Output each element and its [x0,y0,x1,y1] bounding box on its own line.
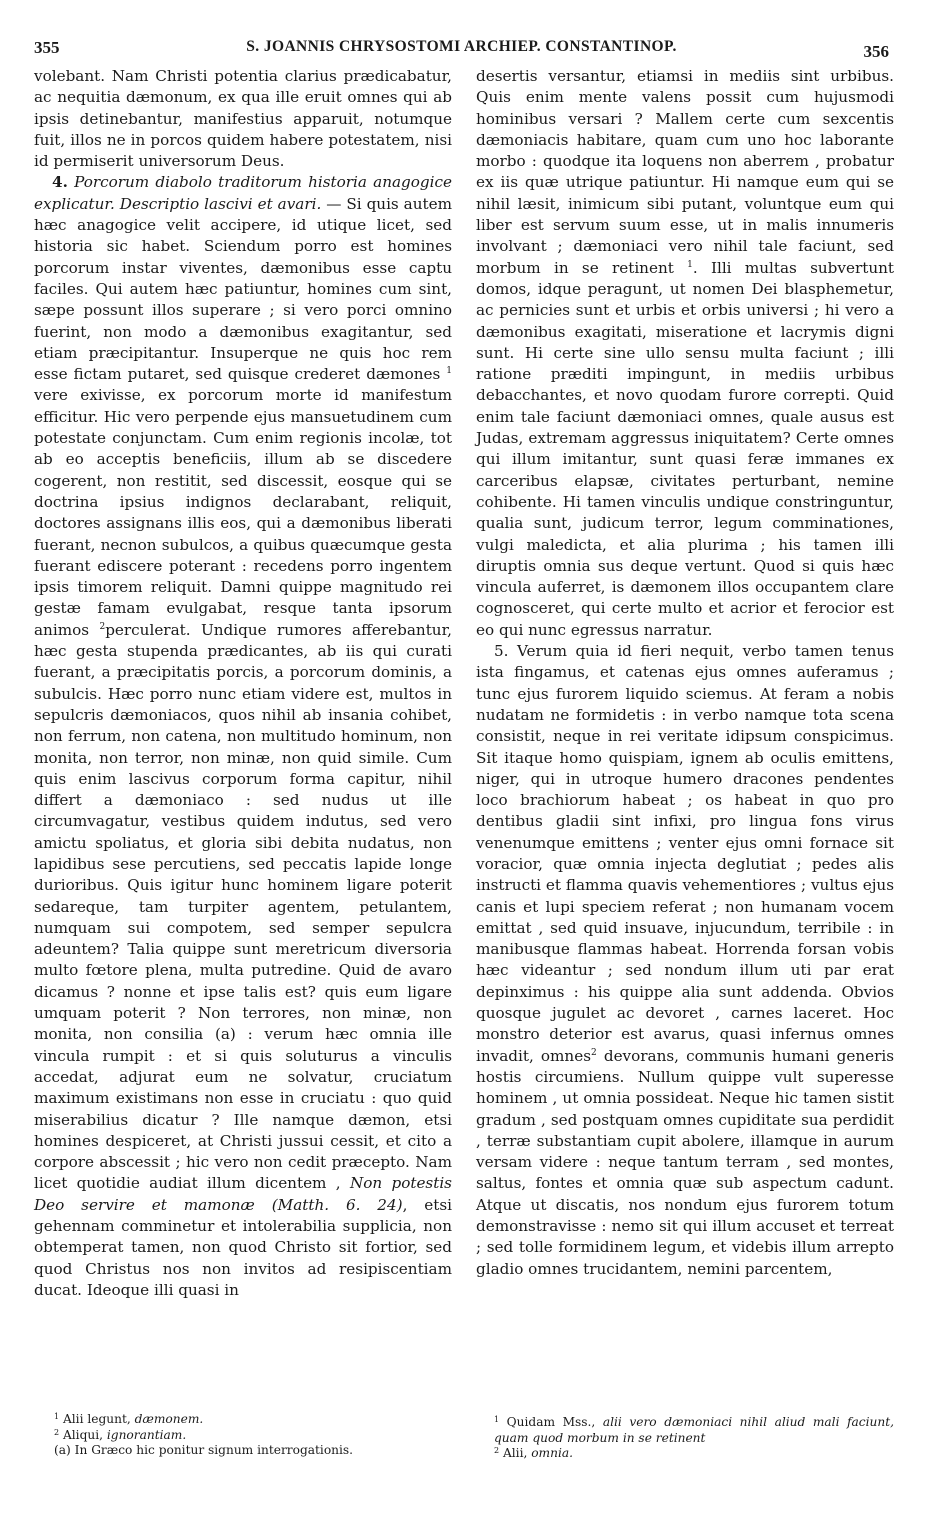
footnote-variant: ignorantiam. [106,1427,187,1442]
footnote-mark: (a) [54,1443,71,1457]
paragraph-text: vere exivisse, ex porcorum morte id manifestum efficitur. Hic vero perpende ejus mansuetudinem cum potestate conjunctam. Cum enim regionis incolæ, tot ab eo acceptis beneficiis, illum ab se discedere cogerent, non restitit, sed discessit, eosque qui se doctrina ipsius indignos declarabant, reliquit, doctores assignans illis eos, qui a dæmonibus liberati fuerant, necnon subulcos, a quibus quæcumque gesta fuerant ediscere poterant : recedens porro ingentem ipsis timorem reliquit. Damni quippe magnitudo rei gestæ famam evulgabat, resque tanta ipsorum animos [34,386,452,639]
quotation: Non potestis Deo servire et mamonæ [34,1174,452,1214]
section-number: 4. [52,173,68,192]
footnote-marker: 2 [99,621,106,632]
paragraph-text: : verum hæc omnia ille vincula rumpit : et si quis soluturus a vinculis accedat, adjurat eum ne solvatur, cruciatum maximum existimans non esse in cruciatu : quo quid miserabilius dicatur ? Ille namque dæmon, etsi homines despiceret, at Christi jussui cessit, et cito a corpore abscessit ; hic vero non cedit præcepto. Nam licet quotidie audiat illum dicentem , [34,1025,452,1193]
running-head [34,38,889,62]
footnote-text: In Græco hic ponitur signum interrogationis. [74,1443,354,1457]
paragraph-continued [34,66,452,172]
paragraph-text: devorans, communis humani generis hostis circumiens. Nullum quippe vult superesse hominem , ut omnia possideat. Neque hic tamen sistit gradum , sed postquam omnes cupiditate sua perdidit , terræ substantiam cupit abolere, illamque in aurum versam videre : neque tantum terram , sed montes, saltus, fontes et omnia quæ sub aspectum cadunt. Atque ut discatis, nos nondum ejus furorem totum demonstravisse : nemo sit qui illum accuset et terreat ; sed tolle formidinem legum, et videbis illum arrepto gladio omnes trucidantem, nemini parcentem, [476,1046,894,1278]
footnote-marker: (a) [214,1025,236,1044]
footnotes-right [494,1415,894,1462]
page-number-right: 356 [863,42,889,61]
paragraph-text: desertis versantur, etiamsi in mediis sint urbibus. Quis enim mente valens possit cum hujusmodi hominibus versari ? Mallem certe cum sexcentis dæmoniacis habitare, quam cum uno hoc laborante morbo : quodque ita loquens non aberrem , probatur ex iis quæ utrique patiuntur. Hi namque eum qui se nihil læsit, inimicum sibi putant, voluntque eum qui liber est servum suum esse, ut in malis innumeris involvant ; dæmoniaci vero nihil tale faciunt, sed morbum in se retinent [476,67,894,277]
footnote-variant: dæmonem. [134,1412,204,1426]
footnote [494,1415,894,1446]
section-number: 5. [494,642,509,661]
footnote-mark: 2 [54,1427,60,1437]
footnote-text: Alii, [502,1446,528,1460]
footnote-text: Aliqui, [62,1427,103,1442]
paragraph-text: — Si quis autem hæc anagogice velit accipere, id utique licet, sed historia sic habet. Sciendum porro est homines porcorum instar viventes, dæmonibus esse captu faciles. Qui autem hæc patiuntur, homines cum sint, sæpe possunt illos superare ; si vero porci omnino fuerint, non modo a dæmonibus exagitantur, sed etiam præcipitantur. Insuperque ne quis hoc rem esse fictam putaret, sed quisque crederet dæmones [34,194,453,384]
footnote [54,1428,454,1444]
footnote [494,1446,894,1462]
paragraph-text: . Illi multas subvertunt domos, idque peragunt, ut nomen Dei blasphemetur, ac pernicies sunt et urbis et orbis universi ; hi vero a dæmonibus exagitati, miseratione et lacrymis digni sunt. Hi certe sine ullo sensu multa faciunt ; illi ratione præditi impingunt, in mediis urbibus debacchantes, et novo quodam furore correpti. Quid enim tale faciunt dæmoniaci omnes, quale ausus est Judas, extremam aggressus iniquitatem? Certe omnes qui illum imitantur, sunt quasi feræ immanes ex carceribus elapsæ, civitates perturbant, nemine cohibente. Hi tamen vinculis undique constringuntur, qualia sunt, judicum terror, legum comminationes, vulgi maledicta, et alia plurima ; his tamen illi diruptis omnia sus deque vertunt. Quod si quis hæc vincula auferret, is dæmonem illos occupantem clare cognosceret, qui certe multo et acrior et ferocior est eo qui nunc egressus narratur. [476,258,894,639]
footnote-text: Alii legunt, [62,1412,131,1426]
footnote-marker: 1 [446,366,453,377]
right-column [476,66,894,1280]
footnote-mark: 2 [494,1446,500,1455]
scripture-reference: (Matth. 6. 24) [271,1195,403,1214]
footnotes-left [54,1412,454,1459]
footnote [54,1412,454,1428]
section-heading: Porcorum diabolo traditorum historia anagogice explicatur. Descriptio lascivi et avari. [34,173,452,213]
paragraph-continued [476,66,894,641]
page-number-left: 355 [34,38,60,57]
paragraph-text: Verum quia id fieri nequit, verbo tamen tenus ista fingamus, et catenas ejus omnes auferamus ; tunc ejus furorem liquido sciemus. At feram a nobis nudatam ne formidetis : in verbo namque tota scena consistit, neque in rei veritate idipsum conspicimus. Sit itaque homo quispiam, ignem ab oculis emittens, niger, qui in utroque humero dracones pendentes loco brachiorum habeat ; os habeat in quo pro dentibus gladii sint infixi, pro lingua fons virus venenumque emittens ; venter ejus omni fornace sit voracior, quæ omnia injecta deglutiat ; pedes alis instructi et flamma quavis vehementiores ; vultus ejus canis et lupi speciem referat ; non humanam vocem emittat , sed quid insuave, injucundum, terribile : in manibusque flammas habeat. Horrenda forsan vobis hæc videantur ; sed nondum illum uti par erat depinximus : his quippe alia sunt addenda. Obvios quosque jugulet ac devoret , carnes laceret. Hoc monstro deterior est avarus, quasi infernus omnes invadit, omnes [476,642,894,1065]
paragraph-text: volebant. Nam Christi potentia clarius prædicabatur, ac nequitia dæmonum, ex qua ille eruit omnes qui ab ipsis detinebantur, manifestius apparuit, notumque fuit, illos ne in porcos quidem habere potestatem, nisi id permiserit universorum Deus. [34,67,452,171]
footnote-marker: 2 [591,1047,597,1058]
footnote [54,1443,454,1459]
footnote-variant: alii vero dæmoniaci nihil aliud mali faciunt, quam quod morbum in se retinent [494,1415,894,1445]
paragraph-5 [476,641,894,1280]
paragraph-text: perculerat. Undique rumores afferebantur, hæc gesta stupenda prædicantes, ab iis qui curati fuerant, a præcipitatis porcis, a porcorum dominis, a subulcis. Hæc porro nunc etiam videre est, multos in sepulcris dæmoniacos, quos nihil ab insania cohibet, non ferrum, non catena, non multitudo hominum, non monita, non terror, non minæ, non quid simile. Cum quis enim lascivus corporum forma capitur, nihil differt a dæmoniaco : sed nudus ut ille circumvagatur, vestibus quidem indutus, sed vero amictu spoliatus, et gloria sibi debita nudatus, non lapidibus sese percutiens, sed peccatis lapide longe durioribus. Quis igitur hunc hominem ligare poterit sedareque, tam turpiter agentem, petulantem, numquam sui compotem, sed semper sepulcra adeuntem? Talia quippe sunt meretricum diversoria multo fœtore plena, multa putredine. Quid de avaro dicamus ? nonne et ipse talis est? quis eum ligare umquam poterit ? Non terrores, non minæ, non monita, non consilia [34,620,453,1044]
footnote-mark: 1 [54,1412,60,1421]
left-column [34,66,452,1301]
paragraph-4 [34,172,452,1301]
footnote-mark: 1 [494,1415,500,1424]
footnote-text: Quidam Mss., [506,1415,596,1429]
paragraph-text: , etsi gehennam comminetur et intolerabilia supplicia, non obtemperat tamen, non quod Christo sit fortior, sed quod Christus nos non invitos ad resipiscentiam ducat. Ideoque illi quasi in [34,1195,453,1299]
running-title: S. JOANNIS CHRYSOSTOMI ARCHIEP. CONSTANTINOP. [246,38,677,55]
footnote-marker: 1 [687,259,693,270]
footnote-variant: omnia. [531,1446,574,1460]
